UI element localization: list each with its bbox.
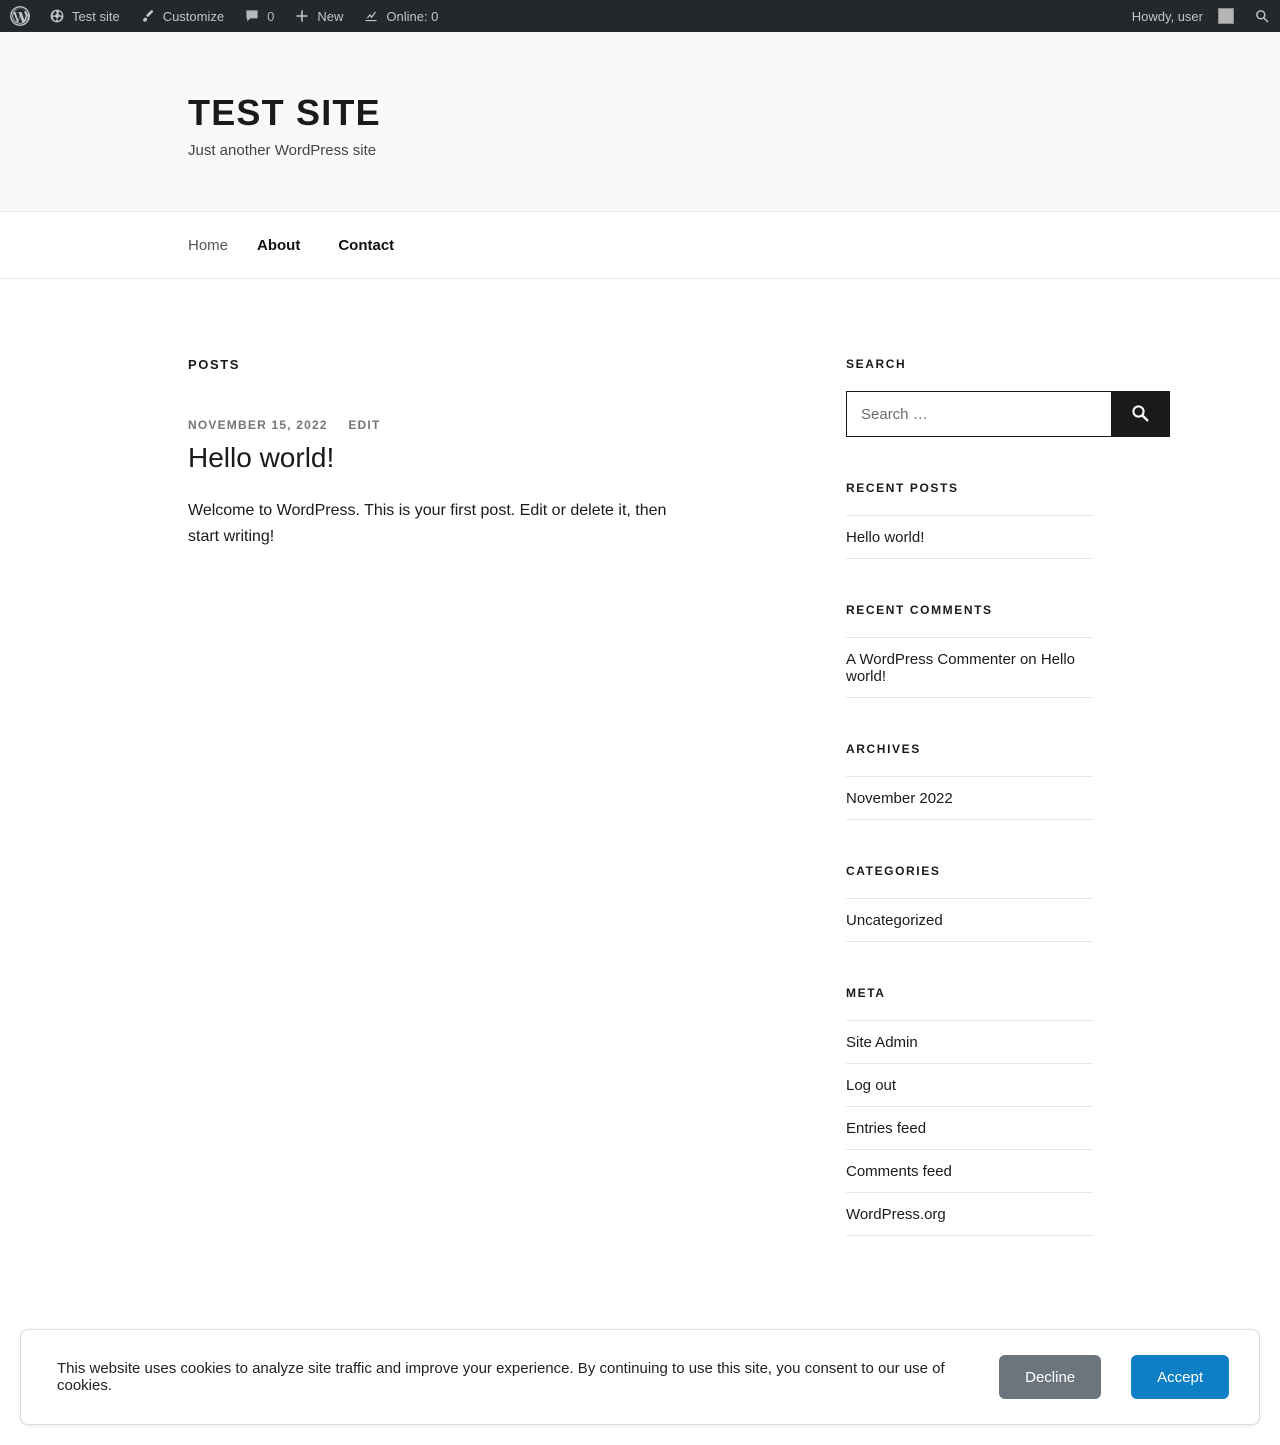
page-body bbox=[0, 32, 1280, 1445]
post-date[interactable]: NOVEMBER 15, 2022 bbox=[188, 418, 328, 432]
nav-item-home[interactable]: Home bbox=[188, 236, 229, 254]
paintbrush-icon bbox=[140, 8, 156, 24]
cookie-consent-banner bbox=[20, 1329, 1260, 1425]
list-item[interactable] bbox=[846, 1106, 1092, 1149]
list-item[interactable] bbox=[846, 515, 1092, 559]
admin-bar-customize[interactable] bbox=[130, 0, 234, 32]
admin-bar-search-toggle[interactable] bbox=[1244, 0, 1280, 32]
cookie-consent-text: This website uses cookies to analyze site traffic and improve your experience. By continuing to use this site, you consent to our use of cookies. bbox=[57, 1360, 945, 1394]
search-input[interactable] bbox=[847, 392, 1111, 436]
widget-recent-posts bbox=[846, 481, 1092, 559]
list-item[interactable] bbox=[846, 898, 1092, 942]
widget-recent-comments bbox=[846, 603, 1092, 698]
admin-bar-my-account[interactable] bbox=[1122, 0, 1244, 32]
post-title[interactable]: Hello world! bbox=[188, 442, 335, 473]
main-content bbox=[188, 357, 768, 1280]
admin-bar-site-name[interactable] bbox=[39, 0, 130, 32]
widget-meta bbox=[846, 986, 1092, 1236]
admin-bar-customize-label: Customize bbox=[162, 8, 225, 24]
admin-bar-wp-logo[interactable] bbox=[0, 0, 39, 32]
widget-title-categories: CATEGORIES bbox=[846, 864, 941, 878]
admin-bar-new[interactable] bbox=[284, 0, 353, 32]
widget-title-recent-posts: RECENT POSTS bbox=[846, 481, 959, 495]
dashboard-home-icon bbox=[49, 8, 65, 24]
meta-link-comments-feed[interactable]: Comments feed bbox=[846, 1163, 952, 1180]
comment-bubble-icon bbox=[244, 8, 260, 24]
admin-bar-right-group bbox=[1122, 0, 1280, 32]
widget-title-meta: META bbox=[846, 986, 886, 1000]
widget-archives bbox=[846, 742, 1092, 820]
comment-on-text: on bbox=[1015, 651, 1041, 668]
recent-comments-list bbox=[846, 637, 1092, 698]
content-area bbox=[188, 279, 1092, 1280]
admin-bar-comments[interactable] bbox=[234, 0, 284, 32]
admin-bar-howdy-label: Howdy, user bbox=[1131, 8, 1203, 24]
meta-link-site-admin[interactable]: Site Admin bbox=[846, 1034, 918, 1051]
site-description: Just another WordPress site bbox=[188, 142, 377, 159]
post-edit-link[interactable]: EDIT bbox=[348, 418, 381, 432]
list-item[interactable] bbox=[846, 1149, 1092, 1192]
comment-post-link[interactable]: Hello world! bbox=[846, 651, 1075, 685]
archives-list bbox=[846, 776, 1092, 820]
list-item[interactable] bbox=[846, 776, 1092, 820]
widget-title-archives: ARCHIVES bbox=[846, 742, 921, 756]
category-link[interactable]: Uncategorized bbox=[846, 912, 943, 929]
wp-admin-bar bbox=[0, 0, 1280, 32]
nav-item-about[interactable]: About bbox=[257, 236, 301, 254]
post-article bbox=[188, 418, 768, 549]
plus-icon bbox=[294, 8, 310, 24]
post-meta bbox=[188, 418, 768, 432]
widget-title-search: SEARCH bbox=[846, 357, 907, 371]
meta-list bbox=[846, 1020, 1092, 1236]
search-icon bbox=[1254, 8, 1270, 24]
nav-item-contact[interactable]: Contact bbox=[338, 236, 395, 254]
sidebar bbox=[768, 357, 1092, 1280]
wordpress-logo-icon bbox=[10, 6, 30, 26]
list-item[interactable] bbox=[846, 1063, 1092, 1106]
site-title[interactable]: TEST SITE bbox=[188, 92, 381, 133]
admin-bar-online-label: Online: 0 bbox=[386, 8, 439, 24]
admin-bar-online[interactable] bbox=[353, 0, 448, 32]
admin-bar-site-name-label: Test site bbox=[72, 8, 120, 24]
chart-icon bbox=[363, 8, 379, 24]
widget-title-recent-comments: RECENT COMMENTS bbox=[846, 603, 993, 617]
comment-author: A WordPress Commenter bbox=[846, 651, 1016, 668]
meta-link-wordpress-org[interactable]: WordPress.org bbox=[846, 1206, 946, 1223]
list-item[interactable] bbox=[846, 637, 1092, 698]
recent-post-link[interactable]: Hello world! bbox=[846, 529, 925, 546]
site-header bbox=[0, 32, 1280, 212]
avatar bbox=[1218, 8, 1234, 24]
search-form bbox=[846, 391, 1170, 437]
primary-navigation bbox=[0, 212, 1280, 279]
admin-bar-new-label: New bbox=[317, 8, 344, 24]
meta-link-log-out[interactable]: Log out bbox=[846, 1077, 897, 1094]
list-item[interactable] bbox=[846, 1020, 1092, 1063]
post-excerpt: Welcome to WordPress. This is your first post. Edit or delete it, then start writing! bbox=[188, 502, 667, 545]
accept-button[interactable]: Accept bbox=[1131, 1355, 1229, 1399]
list-item[interactable] bbox=[846, 1192, 1092, 1236]
recent-posts-list bbox=[846, 515, 1092, 559]
page-title: POSTS bbox=[188, 357, 241, 372]
admin-bar-comments-count: 0 bbox=[267, 8, 275, 24]
search-icon bbox=[1130, 403, 1150, 426]
decline-button[interactable]: Decline bbox=[999, 1355, 1101, 1399]
widget-search bbox=[846, 357, 1092, 437]
archive-link[interactable]: November 2022 bbox=[846, 790, 953, 807]
categories-list bbox=[846, 898, 1092, 942]
widget-categories bbox=[846, 864, 1092, 942]
meta-link-entries-feed[interactable]: Entries feed bbox=[846, 1120, 927, 1137]
search-submit-button[interactable] bbox=[1111, 392, 1169, 436]
